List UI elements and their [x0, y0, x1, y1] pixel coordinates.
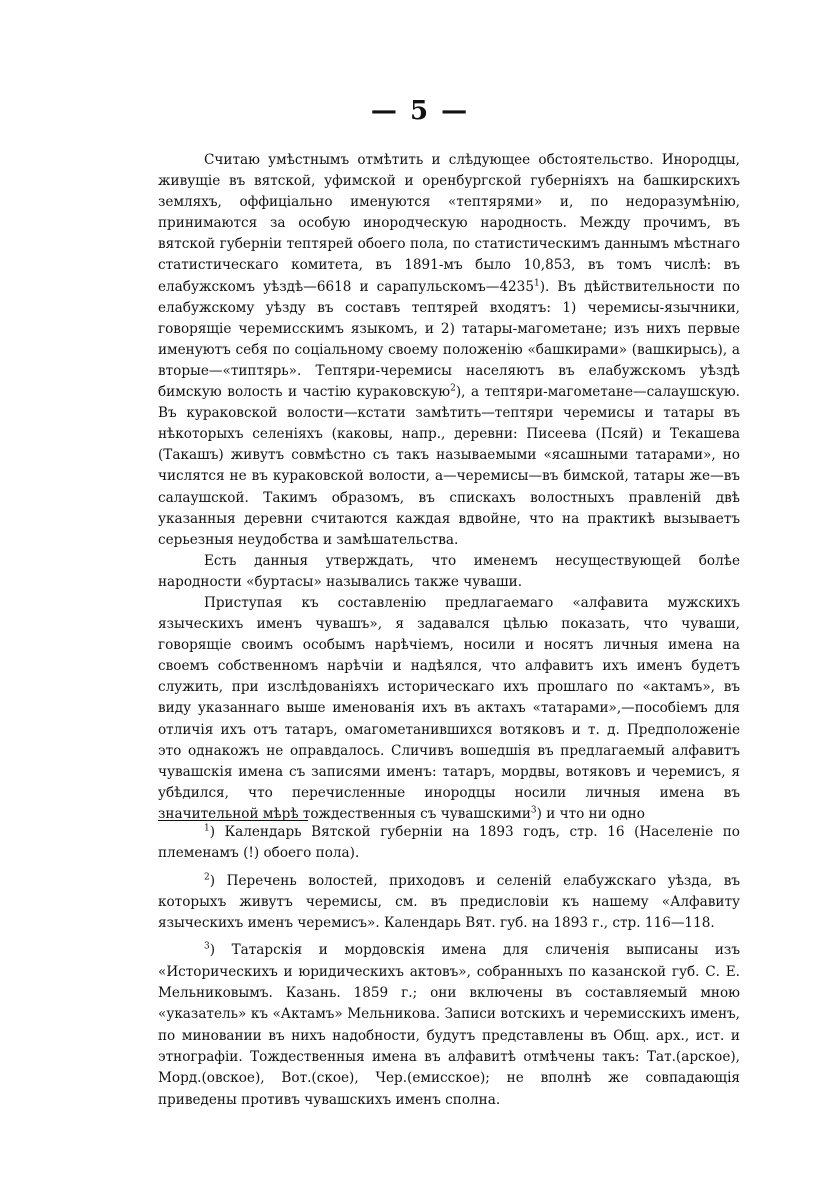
- footnote-ref-2: 2: [450, 383, 456, 394]
- footnote-separator: [158, 820, 308, 821]
- paragraph-3-text: Приступая къ составленію предлагаемаго «алфавита мужскихъ языческихъ именъ чувашъ», я задавался цѣлью показать, что чуваши, говорящіе своимъ особымъ нарѣчіемъ, носили и носятъ личныя имена на своемъ собственномъ нарѣчіи и надѣялся, что алфавитъ ихъ именъ будетъ служить, при изслѣдованіяхъ историческаго ихъ прошлаго по «актамъ», въ виду указаннаго выше именованія ихъ въ актахъ «татарами»,—пособіемъ для отличія ихъ отъ татаръ, омагометанившихся вотяковъ и т. д. Предположеніе это однакожъ не оправдалось. Сличивъ вошедшія въ предлагаемый алфавитъ чувашскія имена съ записями именъ: татаръ, мордвы, вотяковъ и черемисъ, я убѣдился, что перечисленные инородцы носили личныя имена въ значительной мѣрѣ тождественныя съ чувашскими: [158, 594, 740, 822]
- footnote-3-mark: 3: [204, 941, 210, 952]
- paragraph-1-continued: ). Въ дѣйствительности по елабужскому уѣзду въ составъ тептярей входятъ: 1) черемисы-язычники, говорящіе черемисскимъ языкомъ, и 2) татары-магометане; изъ нихъ первые именуютъ себя по соціальному своему положенію «башкирами» (вашкирысь), а вторые—«типтярь». Тептяри-черемисы населяютъ въ елабужскомъ уѣздѣ бимскую волость и частію кураковскую: [158, 278, 740, 401]
- footnote-1: [158, 822, 740, 865]
- paragraph-1-text: Считаю умѣстнымъ отмѣтить и слѣдующее обстоятельство. Инородцы, живущіе въ вятской, уфимской и оренбургской губерніяхъ на башкирскихъ земляхъ, оффиціально именуются «тептярями» и, по недоразумѣнію, принимаются за особую инородческую народность. Между прочимъ, въ вятской губерніи тептярей обоего пола, по статистическимъ даннымъ мѣстнаго статистическаго комитета, въ 1891-мъ было 10,853, въ томъ числѣ: въ елабужскомъ уѣздѣ—6618 и сарапульскомъ—4235: [158, 152, 740, 295]
- footnote-2-text: ) Перечень волостей, приходовъ и селеній елабужскаго уѣзда, въ которыхъ живутъ черемисы, см. въ предисловіи къ нашему «Алфавиту языческихъ именъ черемисъ». Календарь Вят. губ. на 1893 г., стр. 116—118.: [158, 872, 740, 932]
- footnote-2-mark: 2: [204, 872, 210, 883]
- footnote-ref-3: 3: [530, 805, 537, 816]
- footnote-1-text: ) Календарь Вятской губерніи на 1893 годъ, стр. 16 (Населеніе по племенамъ (!) обоего пола).: [158, 824, 740, 862]
- paragraph-3-continued: ) и что ни одно: [536, 805, 645, 822]
- paragraph-1-end: ), а тептяри-магометане—салаушскую. Въ кураковской волости—кстати замѣтить—тептяри черемисы и татары въ нѣкоторыхъ селеніяхъ (каковы, напр., деревни: Писеева (Псяй) и Текашева (Такашъ) живутъ совмѣстно съ такъ называемыми «ясашными татарами», но числятся не въ кураковской волости, а—черемисы—въ бимской, татары же—въ салаушской. Такимъ образомъ, въ спискахъ волостныхъ правленій двѣ указанныя деревни считаются каждая вдвойне, что на практикѣ вызываетъ серьезныя неудобства и замѣшательства.: [158, 384, 741, 548]
- paragraph-1: [158, 150, 740, 551]
- footnote-2: [158, 871, 740, 935]
- main-text: [158, 150, 740, 825]
- paragraph-2: Есть данныя утверждать, что именемъ несуществующей болѣе народности «буртасы» назывались также чуваши.: [158, 552, 740, 590]
- footnote-ref-1: 1: [533, 278, 540, 289]
- footnotes: [158, 822, 740, 1117]
- footnote-3-text: ) Татарскія и мордовскія имена для сличенія выписаны изъ «Историческихъ и юридическихъ актовъ», собранныхъ по казанской губ. С. Е. Мельниковымъ. Казань. 1859 г.; они включены въ составляемый мною «указатель» къ «Актамъ» Мельникова. Записи вотскихъ и черемисскихъ именъ, по миновании въ нихъ надобности, будутъ представлены въ Общ. арх., ист. и этнографіи. Тождественныя имена въ алфавитѣ отмѣчены такъ: Тат.(арское), Морд.(овское), Вот.(ское), Чер.(емисское); не вполнѣ же совпадающія приведены противъ чувашскихъ именъ сполна.: [158, 942, 740, 1108]
- page-number: — 5 —: [370, 96, 470, 126]
- paragraph-3: [158, 593, 740, 825]
- footnote-1-mark: 1: [204, 823, 210, 834]
- footnote-3: [158, 940, 740, 1110]
